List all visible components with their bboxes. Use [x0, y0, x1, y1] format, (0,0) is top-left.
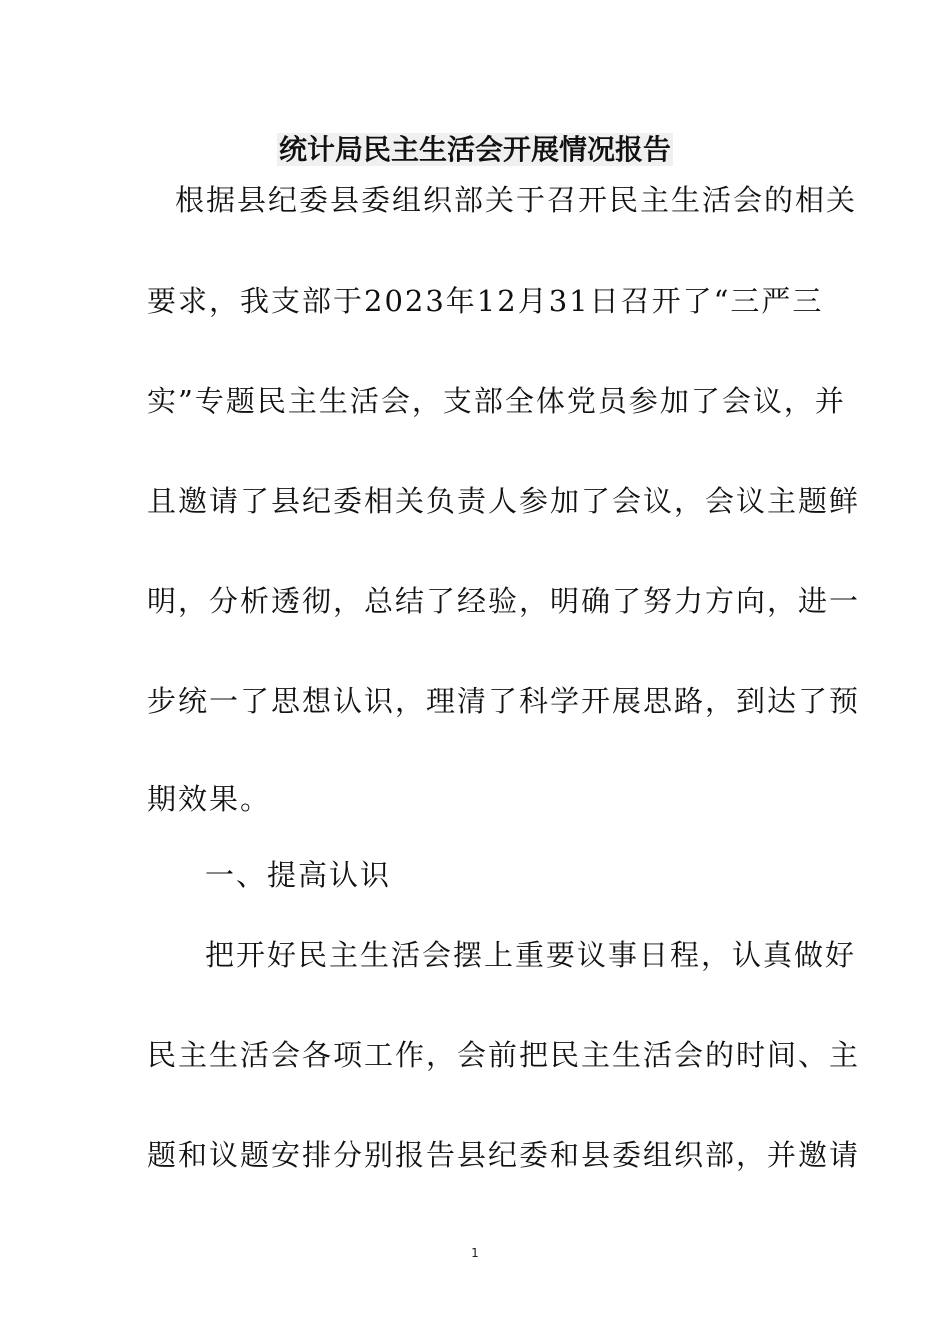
- document-title: [0, 130, 950, 170]
- paragraph-line: 实”专题民主生活会，支部全体党员参加了会议，并: [147, 384, 846, 418]
- paragraph-line: 且邀请了县纪委相关负责人参加了会议，会议主题鲜: [147, 484, 861, 518]
- paragraph-line: 根据县纪委县委组织部关于召开民主生活会的相关: [175, 183, 858, 217]
- paragraph-line: 要求，我支部于2023年12月31日召开了“三严三: [147, 284, 824, 318]
- paragraph-line: 把开好民主生活会摆上重要议事日程，认真做好: [205, 938, 857, 972]
- paragraph-line: 题和议题安排分别报告县纪委和县委组织部，并邀请: [147, 1138, 861, 1172]
- paragraph-line: 期效果。: [147, 782, 272, 816]
- page-number: 1: [471, 1246, 479, 1260]
- paragraph-line: 明，分析透彻，总结了经验，明确了努力方向，进一: [147, 584, 861, 618]
- paragraph-line: 民主生活会各项工作，会前把民主生活会的时间、主: [147, 1038, 861, 1072]
- document-title-text: 统计局民主生活会开展情况报告: [278, 133, 671, 166]
- paragraph-line: 步统一了思想认识，理清了科学开展思路，到达了预: [147, 684, 861, 718]
- section-heading: 一、提高认识: [205, 858, 392, 892]
